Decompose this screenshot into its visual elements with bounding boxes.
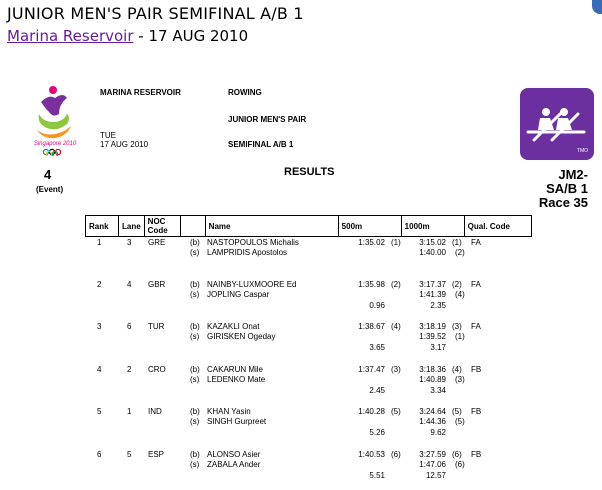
event-number: 4 [44,167,52,182]
subtitle [7,27,248,45]
qual-code: FB [471,450,482,459]
split-rank-1000m: (6) [455,460,465,469]
rank-500m: (4) [391,322,401,331]
diff-1000m: 12.57 [425,471,446,480]
time-500m: 1:37.47 [358,365,385,374]
crew-name: NAINBY-LUXMOORE Ed [207,280,297,289]
crew-position: (b) [190,322,200,331]
venue-name: MARINA RESERVOIR [100,88,181,97]
time-500m: 1:40.53 [358,450,385,459]
split-rank-1000m: (3) [455,375,465,384]
crew-position: (s) [190,332,200,341]
crew-name: LEDENKO Mate [207,375,266,384]
race-code [539,168,588,210]
crew-name: GIRISKEN Ogeday [207,332,276,341]
pictogram-label: TMO [576,148,588,154]
col-name-header: Name [205,216,338,237]
split-1000m: 1:40.00 [419,248,446,257]
time-500m: 1:35.98 [358,280,385,289]
rank-cell: 2 [97,280,102,289]
crew-position: (b) [190,238,200,247]
lane-cell: 6 [127,322,132,331]
split-1000m: 1:47.06 [419,460,446,469]
diff-500m: 5.51 [369,471,385,480]
rank-cell: 4 [97,365,102,374]
diff-500m: 0.96 [369,301,385,310]
time-500m: 1:40.28 [358,407,385,416]
results-title: RESULTS [284,166,335,178]
rank-1000m: (5) [452,407,462,416]
diff-1000m: 3.17 [430,343,446,352]
race-code-line1: JM2- [558,167,588,182]
col-pos-header [180,216,205,237]
rank-500m: (1) [391,238,401,247]
diff-500m: 2.45 [369,386,385,395]
rank-cell: 1 [97,238,102,247]
lane-cell: 1 [127,407,132,416]
crew-name: KHAN Yasin [207,407,251,416]
rank-500m: (2) [391,280,401,289]
noc-cell: TUR [148,322,165,331]
crew-position: (b) [190,450,200,459]
split-1000m: 1:40.89 [419,375,446,384]
race-code-line3: Race 35 [538,195,588,210]
col-lane-header: Lane [119,216,145,237]
subtitle-date: 17 AUG 2010 [148,27,249,45]
day-label: TUE [100,131,116,140]
qual-code: FA [471,238,481,247]
lane-cell: 3 [127,238,132,247]
rank-1000m: (2) [452,280,462,289]
date-label: 17 AUG 2010 [100,140,149,149]
sport-name: ROWING [228,88,262,97]
rank-1000m: (3) [452,322,462,331]
crew-name: KAZAKLI Onat [207,322,260,331]
crew-position: (b) [190,365,200,374]
diff-1000m: 3.34 [430,386,446,395]
split-1000m: 1:39.52 [419,332,446,341]
split-rank-1000m: (1) [455,332,465,341]
crew-name: ZABALA Ander [207,460,261,469]
rank-1000m: (1) [452,238,462,247]
time-1000m: 3:18.36 [419,365,446,374]
noc-cell: ESP [148,450,165,459]
diff-1000m: 9.62 [430,428,446,437]
crew-position: (b) [190,280,200,289]
col-500m-header: 500m [338,216,401,237]
rank-cell: 5 [97,407,102,416]
time-500m: 1:38.67 [358,322,385,331]
col-rank-header: Rank [86,216,119,237]
race-code-line2: SA/B 1 [546,181,588,196]
time-1000m: 3:27.59 [419,450,446,459]
crew-name: ALONSO Asier [207,450,261,459]
time-1000m: 3:24.64 [419,407,446,416]
col-qual-header: Qual. Code [464,216,531,237]
corner-decoration [592,0,602,14]
logo-brand-text: Singapore 2010 [33,141,77,147]
rank-cell: 6 [97,450,102,459]
time-1000m: 3:18.19 [419,322,446,331]
rank-500m: (5) [391,407,401,416]
col-1000m-header: 1000m [401,216,464,237]
noc-cell: GRE [148,238,166,247]
diff-500m: 5.26 [369,428,385,437]
split-rank-1000m: (2) [455,248,465,257]
rank-500m: (3) [391,365,401,374]
time-1000m: 3:17.37 [419,280,446,289]
qual-code: FB [471,407,482,416]
page-title: JUNIOR MEN'S PAIR SEMIFINAL A/B 1 [7,4,304,23]
lane-cell: 5 [127,450,132,459]
singapore-2010-logo [33,84,77,156]
crew-position: (s) [190,248,200,257]
qual-code: FA [471,322,481,331]
lane-cell: 4 [127,280,132,289]
diff-500m: 3.65 [369,343,385,352]
crew-position: (s) [190,290,200,299]
col-noc-header: NOC Code [144,216,180,237]
crew-name: JOPLING Caspar [207,290,270,299]
split-1000m: 1:44.36 [419,417,446,426]
rank-1000m: (4) [452,365,462,374]
diff-1000m: 2.35 [430,301,446,310]
crew-position: (b) [190,407,200,416]
noc-cell: CRO [148,365,166,374]
qual-code: FA [471,280,481,289]
crew-name: LAMPRIDIS Apostolos [207,248,288,257]
split-rank-1000m: (4) [455,290,465,299]
crew-position: (s) [190,460,200,469]
rank-1000m: (6) [452,450,462,459]
rowing-pictogram [520,88,594,160]
noc-cell: IND [148,407,162,416]
venue-link[interactable]: Marina Reservoir [7,27,134,45]
rank-500m: (6) [391,450,401,459]
event-name: JUNIOR MEN'S PAIR [228,115,307,124]
results-table-header [85,215,532,237]
split-1000m: 1:41.39 [419,290,446,299]
crew-name: SINGH Gurpreet [207,417,267,426]
event-label: (Event) [36,185,64,194]
rank-cell: 3 [97,322,102,331]
qual-code: FB [471,365,482,374]
crew-name: CAKARUN Mile [207,365,264,374]
crew-position: (s) [190,375,200,384]
crew-name: NASTOPOULOS Michalis [207,238,299,247]
time-1000m: 3:15.02 [419,238,446,247]
time-500m: 1:35.02 [358,238,385,247]
subtitle-separator: - [133,27,149,45]
crew-position: (s) [190,417,200,426]
phase-name: SEMIFINAL A/B 1 [228,140,294,149]
lane-cell: 2 [127,365,132,374]
noc-cell: GBR [148,280,166,289]
split-rank-1000m: (5) [455,417,465,426]
